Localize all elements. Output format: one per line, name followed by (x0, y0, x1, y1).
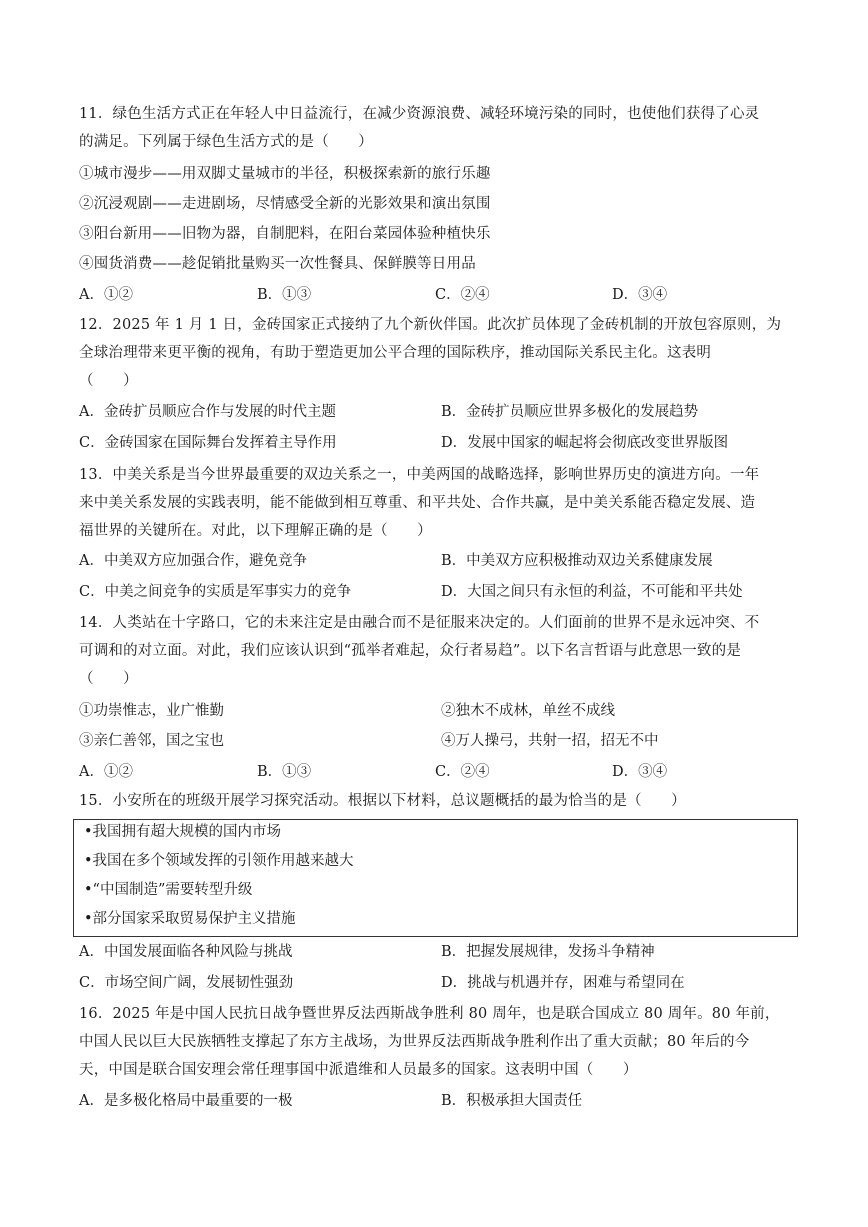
q14-item-4: ④万人操弓，共射一招，招无不中 (441, 733, 659, 749)
q12-option-c: C．金砖国家在国际舞台发挥着主导作用 (79, 435, 337, 451)
q14-stem-line2: 可调和的对立面。对此，我们应该认识到“孤举者难起，众行者易趋”。以下名言哲语与此意思一致的是 (79, 643, 742, 659)
q13-option-a: A．中美双方应加强合作，避免竞争 (79, 553, 307, 569)
q13-stem-line3: 福世界的关键所在。对此，以下理解正确的是（ ） (79, 523, 432, 539)
q12-stem-line1: 12．2025 年 1 月 1 日，金砖国家正式接纳了九个新伙伴国。此次扩员体现了金砖机制的开放包容原则，为 (79, 317, 782, 333)
q11-item-2: ②沉浸观剧——走进剧场，尽情感受全新的光影效果和演出氛围 (79, 196, 491, 212)
q15-bullet-4: •部分国家采取贸易保护主义措施 (84, 911, 296, 927)
q14-item-2: ②独木不成林，单丝不成线 (441, 703, 615, 719)
q13-stem-line1: 13．中美关系是当今世界最重要的双边关系之一，中美两国的战略选择，影响世界历史的演进方向。一年 (79, 467, 760, 483)
q14-option-a: A．①② (79, 764, 133, 780)
q12-stem-line3: （ ） (79, 373, 138, 389)
q13-option-d: D．大国之间只有永恒的利益，不可能和平共处 (441, 584, 743, 600)
q13-option-b: B．中美双方应积极推动双边关系健康发展 (441, 553, 713, 569)
q11-option-b: B．①③ (257, 287, 312, 303)
q16-stem-line2: 中国人民以巨大民族牺牲支撑起了东方主战场，为世界反法西斯战争胜利作出了重大贡献；80 年后的今 (79, 1034, 750, 1050)
q13-stem-line2: 来中美关系发展的实践表明，能不能做到相互尊重、和平共处、合作共赢，是中美关系能否稳定发展、造 (79, 495, 756, 511)
q11-option-a: A．①② (79, 287, 133, 303)
q15-bullet-2: •我国在多个领域发挥的引领作用越来越大 (84, 853, 354, 869)
q15-bullet-3: •“中国制造”需要转型升级 (84, 882, 253, 898)
q14-item-1: ①功崇惟志，业广惟勤 (79, 703, 224, 719)
q14-stem-line3: （ ） (79, 671, 138, 687)
q15-option-b: B．把握发展规律，发扬斗争精神 (441, 944, 655, 960)
q12-option-a: A．金砖扩员顺应合作与发展的时代主题 (79, 404, 336, 420)
q11-item-4: ④囤货消费——趁促销批量购买一次性餐具、保鲜膜等日用品 (79, 256, 476, 272)
q14-stem-line1: 14．人类站在十字路口，它的未来注定是由融合而不是征服来决定的。人们面前的世界不是永远冲突、不 (79, 615, 760, 631)
q15-option-d: D．挑战与机遇并存，困难与希望同在 (441, 975, 685, 991)
q14-item-3: ③亲仁善邻，国之宝也 (79, 733, 224, 749)
q15-option-c: C．市场空间广阔，发展韧性强劲 (79, 975, 294, 991)
q11-stem-line1: 11．绿色生活方式正在年轻人中日益流行，在减少资源浪费、减轻环境污染的同时，也使他们获得了心灵 (79, 106, 760, 122)
q13-option-c: C．中美之间竞争的实质是军事实力的竞争 (79, 584, 352, 600)
q12-option-d: D．发展中国家的崛起将会彻底改变世界版图 (441, 435, 729, 451)
q14-option-c: C．②④ (435, 764, 490, 780)
q11-option-d: D．③④ (612, 287, 668, 303)
q12-option-b: B．金砖扩员顺应世界多极化的发展趋势 (441, 404, 699, 420)
q16-option-a: A．是多极化格局中最重要的一极 (79, 1093, 293, 1109)
q15-bullet-1: •我国拥有超大规模的国内市场 (84, 824, 282, 840)
q14-option-d: D．③④ (612, 764, 668, 780)
q15-option-a: A．中国发展面临各种风险与挑战 (79, 944, 293, 960)
q11-item-1: ①城市漫步——用双脚丈量城市的半径，积极探索新的旅行乐趣 (79, 166, 491, 182)
q15-stem-line1: 15．小安所在的班级开展学习探究活动。根据以下材料，总议题概括的最为恰当的是（ ） (79, 793, 686, 809)
q12-stem-line2: 全球治理带来更平衡的视角，有助于塑造更加公平合理的国际秩序，推动国际关系民主化。这表明 (79, 345, 712, 361)
q14-option-b: B．①③ (257, 764, 312, 780)
q11-item-3: ③阳台新用——旧物为器，自制肥料，在阳台菜园体验种植快乐 (79, 226, 491, 242)
q16-stem-line1: 16．2025 年是中国人民抗日战争暨世界反法西斯战争胜利 80 周年，也是联合国成立 80 周年。80 年前， (79, 1006, 780, 1022)
q11-option-c: C．②④ (435, 287, 490, 303)
q16-stem-line3: 天，中国是联合国安理会常任理事国中派遣维和人员最多的国家。这表明中国（ ） (79, 1062, 638, 1078)
q11-stem-line2: 的满足。下列属于绿色生活方式的是（ ） (79, 134, 373, 150)
q15-material-box (73, 819, 798, 937)
q16-option-b: B．积极承担大国责任 (441, 1093, 583, 1109)
